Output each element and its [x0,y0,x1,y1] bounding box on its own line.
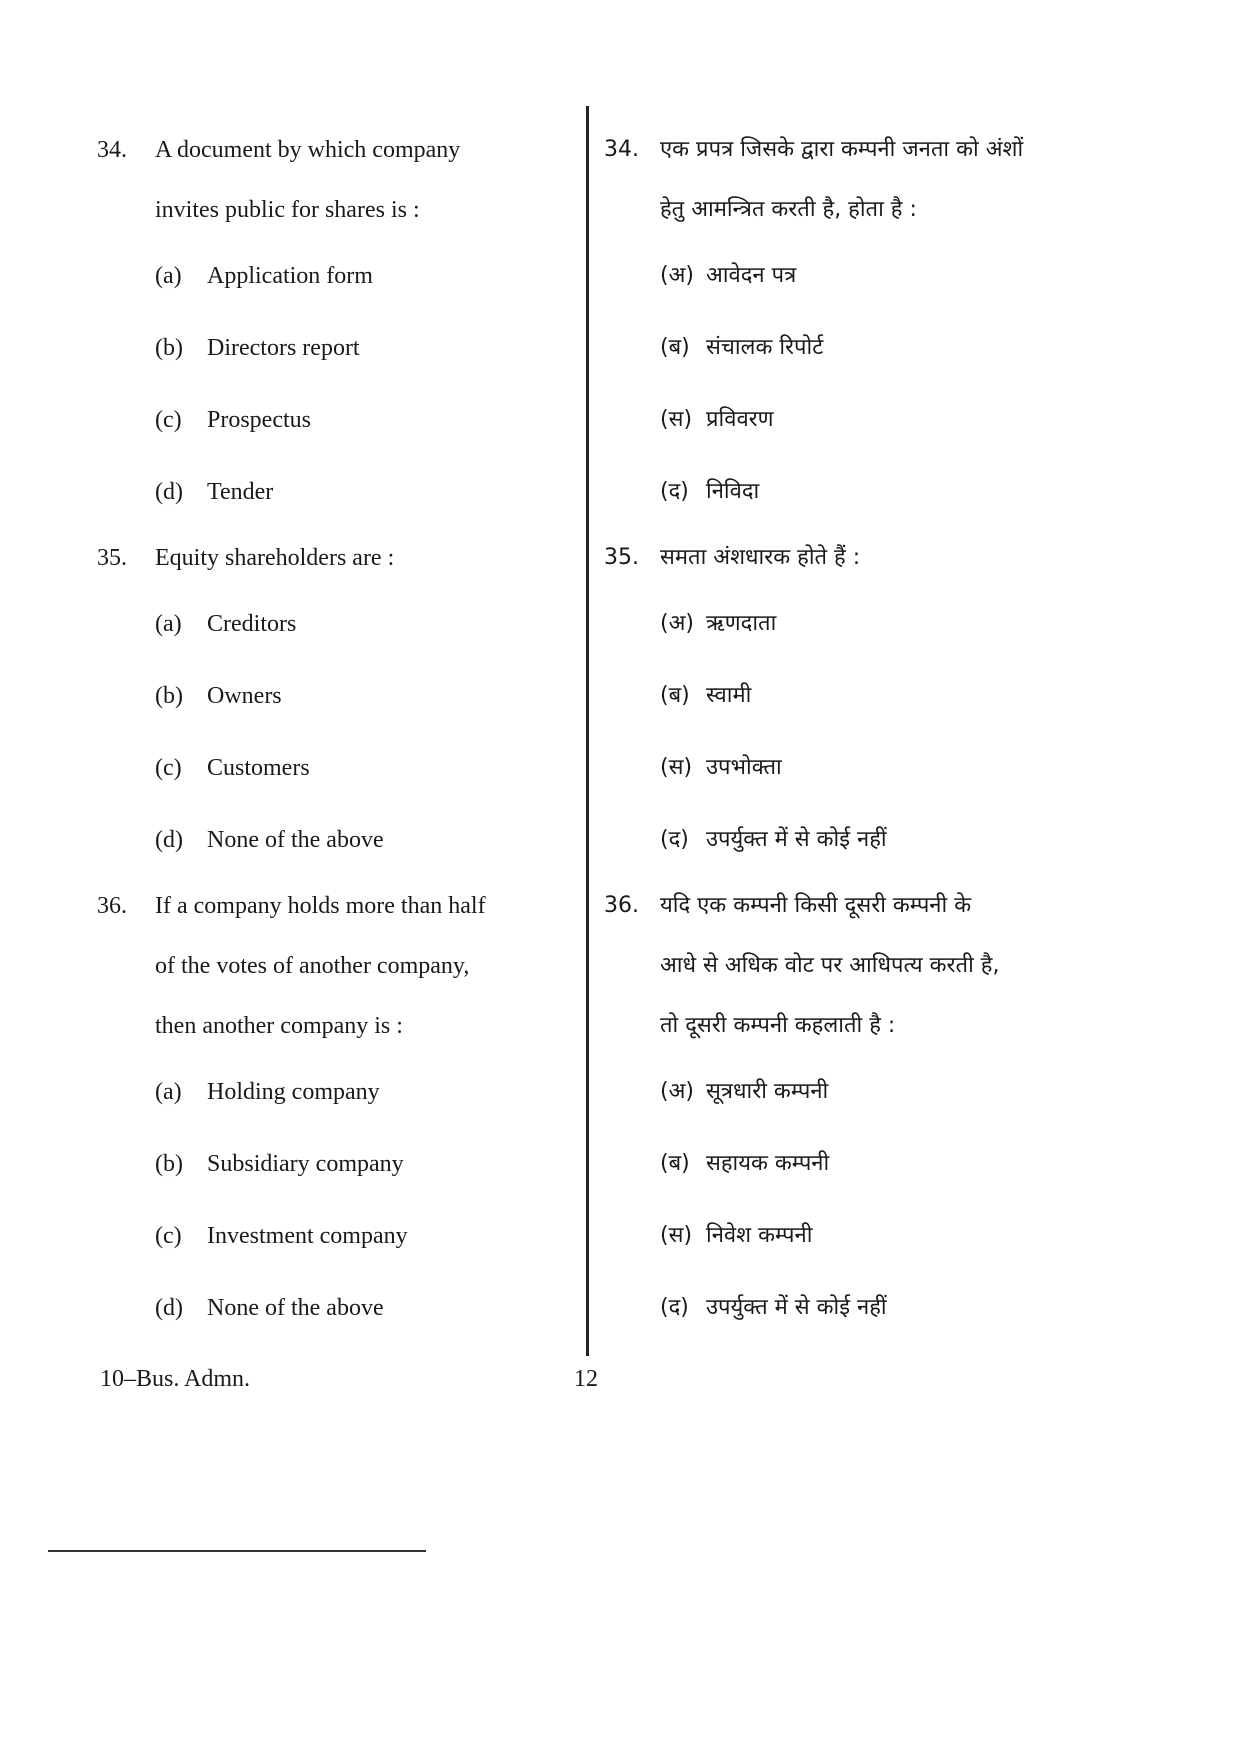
option-a: (अ) सूत्रधारी कम्पनी [660,1079,829,1104]
question-34-hi [604,120,1104,528]
option-c: (स) प्रविवरण [660,407,774,432]
question-36-hi [604,876,1104,1344]
option-a: (अ) ऋणदाता [660,611,777,636]
question-text: आधे से अधिक वोट पर आधिपत्य करती है, [660,953,1000,978]
hindi-column [604,120,1104,1344]
option-b: (ब) संचालक रिपोर्ट [660,335,824,360]
question-number: 35. [97,545,127,571]
option-d: (d) Tender [155,479,274,505]
question-36-en [97,876,575,1344]
option-b: (ब) सहायक कम्पनी [660,1151,830,1176]
option-c: (स) निवेश कम्पनी [660,1223,813,1248]
question-text: यदि एक कम्पनी किसी दूसरी कम्पनी के [660,893,972,918]
question-text: of the votes of another company, [155,953,470,979]
question-text: A document by which company [155,137,461,163]
question-number: 35. [604,545,639,570]
option-b: (b) Subsidiary company [155,1151,404,1177]
question-text: invites public for shares is : [155,197,420,223]
question-text: तो दूसरी कम्पनी कहलाती है : [660,1013,896,1038]
option-d: (d) None of the above [155,827,384,853]
option-c: (c) Investment company [155,1223,408,1249]
option-a: (a) Application form [155,263,373,289]
option-d: (द) उपर्युक्त में से कोई नहीं [660,827,887,852]
question-text: If a company holds more than half [155,893,486,919]
column-divider [586,106,589,1356]
bottom-rule [48,1550,426,1552]
question-35-en [97,528,575,876]
question-number: 34. [97,137,127,163]
option-c: (स) उपभोक्ता [660,755,782,780]
option-a: (a) Creditors [155,611,297,637]
option-c: (c) Customers [155,755,310,781]
question-34-en [97,120,575,528]
option-b: (b) Directors report [155,335,360,361]
question-number: 36. [604,893,639,918]
question-text: हेतु आमन्त्रित करती है, होता है : [660,197,917,222]
question-text: then another company is : [155,1013,403,1039]
paper-code: 10–Bus. Admn. [100,1366,251,1392]
option-b: (b) Owners [155,683,282,709]
question-number: 34. [604,137,639,162]
question-text: समता अंशधारक होते हैं : [660,545,861,570]
option-b: (ब) स्वामी [660,683,752,708]
page-number: 12 [574,1366,598,1392]
question-text: एक प्रपत्र जिसके द्वारा कम्पनी जनता को अंशों [660,137,1024,162]
question-text: Equity shareholders are : [155,545,395,571]
option-a: (a) Holding company [155,1079,380,1105]
question-number: 36. [97,893,127,919]
option-a: (अ) आवेदन पत्र [660,263,797,288]
english-column [97,120,575,1344]
option-d: (द) निविदा [660,479,760,504]
option-c: (c) Prospectus [155,407,311,433]
option-d: (d) None of the above [155,1295,384,1321]
question-35-hi [604,528,1104,876]
option-d: (द) उपर्युक्त में से कोई नहीं [660,1295,887,1320]
